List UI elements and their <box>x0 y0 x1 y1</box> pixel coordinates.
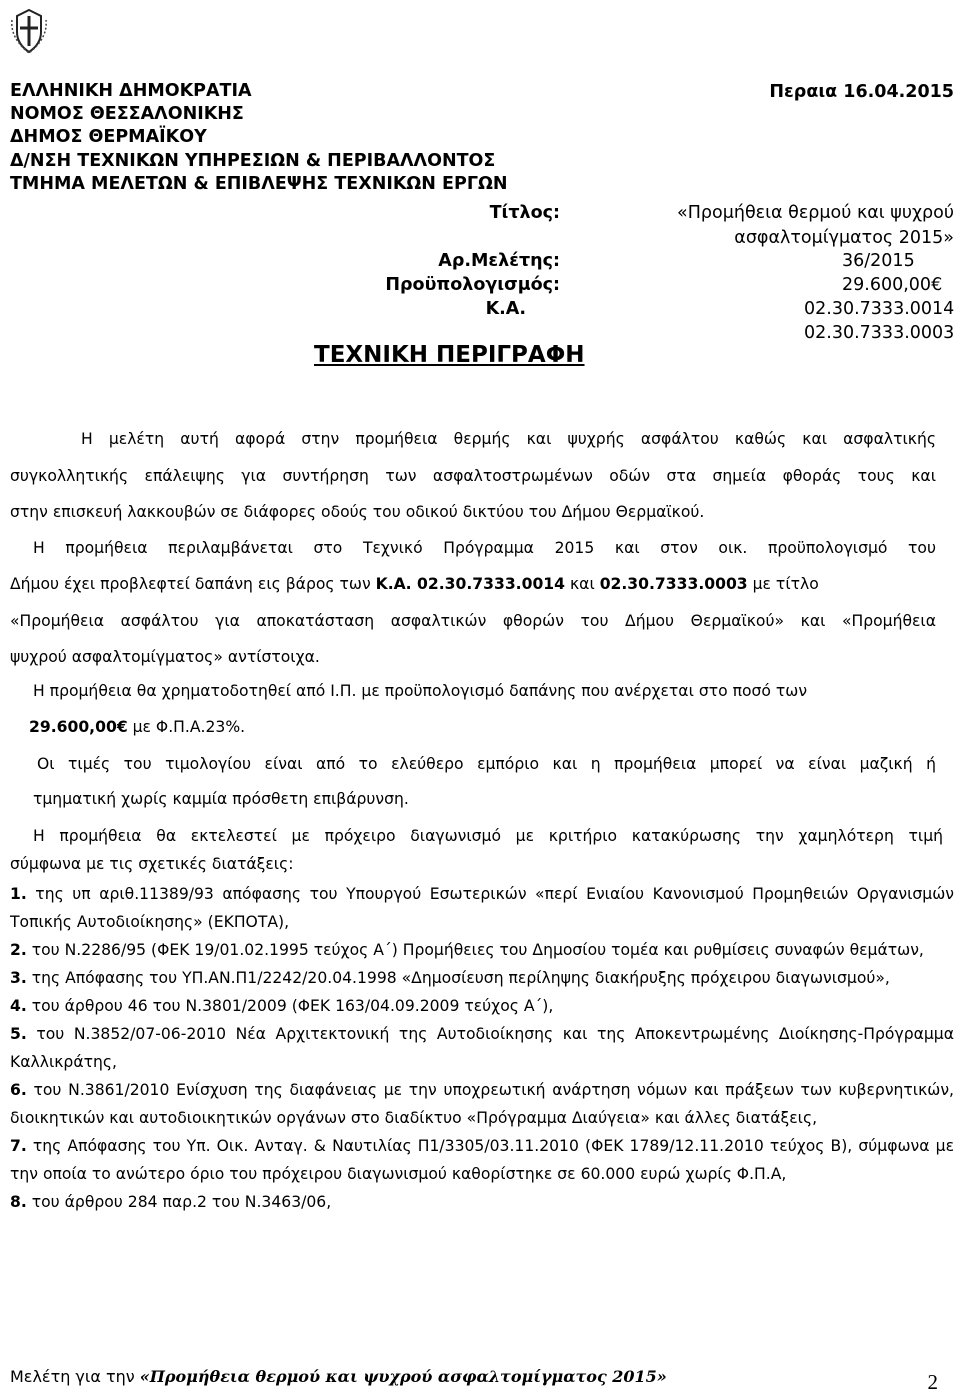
list-item <box>10 1132 954 1188</box>
list-item <box>10 936 954 964</box>
document-date: Περαια 16.04.2015 <box>769 82 954 102</box>
ka-value-1: 02.30.7333.0014 <box>804 299 955 319</box>
list-item-number: 2. <box>10 941 27 959</box>
list-item-number: 7. <box>10 1137 27 1155</box>
list-item <box>10 992 954 1020</box>
footer: Μελέτη για την «Προμήθεια θερμού και ψυχρού ασφαλτομίγματος 2015» <box>10 1367 667 1386</box>
list-item-text: του Ν.2286/95 (ΦΕΚ 19/01.02.1995 τεύχος Α΄) Προμήθειες του Δημοσίου τομέα και ρυθμίσεις συναφών θεμάτων, <box>26 941 924 959</box>
page-number: 2 <box>927 1370 938 1394</box>
list-item-text: του άρθρου 284 παρ.2 του Ν.3463/06, <box>26 1193 332 1211</box>
ka-label: Κ.Α. <box>485 299 526 319</box>
paragraph-3-line-2: 29.600,00€ με Φ.Π.Α.23%. <box>29 718 246 736</box>
study-number-value: 36/2015 <box>842 251 915 271</box>
paragraph-2-line-3: «Προμήθεια ασφάλτου για αποκατάσταση ασφαλτικών φθορών του Δήμου Θερμαϊκού» και «Προμήθεια <box>10 612 936 630</box>
header-line-1: ΕΛΛΗΝΙΚΗ ΔΗΜΟΚΡΑΤΙΑ <box>10 81 252 101</box>
list-item <box>10 1020 954 1076</box>
header-line-5: ΤΜΗΜΑ ΜΕΛΕΤΩΝ & ΕΠΙΒΛΕΨΗΣ ΤΕΧΝΙΚΩΝ ΕΡΓΩΝ <box>10 174 508 194</box>
list-item-text: του Ν.3861/2010 Ενίσχυση της διαφάνειας με την υποχρεωτική ανάρτηση νόμων και πράξεων των κυβερνητικών, διοικητικών και αυτοδιοικητικών οργάνων στο διαδίκτυο «Πρόγραμμα Διαύγεια» και άλλες διατάξεις, <box>10 1081 954 1127</box>
euro-sign-icon: € <box>116 718 128 736</box>
page-title: ΤΕΧΝΙΚΗ ΠΕΡΙΓΡΑΦΗ <box>314 342 585 368</box>
list-item-text: της Απόφασης του ΥΠ.ΑΝ.Π1/2242/20.04.1998 «Δημοσίευση περίληψης διακήρυξης πρόχειρου διαγωνισμού», <box>26 969 890 987</box>
paragraph-5-line-1: Η προμήθεια θα εκτελεστεί με πρόχειρο διαγωνισμό με κριτήριο κατακύρωσης την χαμηλότερη τιμή <box>33 827 943 845</box>
title-label: Τίτλος: <box>489 203 560 223</box>
paragraph-1-line-3: στην επισκευή λακκουβών σε διάφορες οδούς του οδικού δικτύου του Δήμου Θερμαϊκού. <box>10 503 705 521</box>
list-item-number: 8. <box>10 1193 27 1211</box>
paragraph-4-line-1: Οι τιμές του τιμολογίου είναι από το ελεύθερο εμπόριο και η προμήθεια μπορεί να είναι μαζική ή <box>37 755 936 773</box>
legal-provisions-list <box>10 880 954 1216</box>
paragraph-4-line-2: τμηματική χωρίς καμμία πρόσθετη επιβάρυνση. <box>33 790 409 808</box>
list-item-number: 6. <box>10 1081 27 1099</box>
list-item-number: 5. <box>10 1025 27 1043</box>
budget-label: Προϋπολογισμός: <box>385 275 560 295</box>
list-item-text: του Ν.3852/07-06-2010 Νέα Αρχιτεκτονική της Αυτοδιοίκησης και της Αποκεντρωμένης Διοίκησης-Πρόγραμμα Καλλικράτης, <box>10 1025 954 1071</box>
paragraph-3-line-1: Η προμήθεια θα χρηματοδοτηθεί από Ι.Π. με προϋπολογισμό δαπάνης που ανέρχεται στο ποσό των <box>33 682 808 700</box>
list-item-number: 4. <box>10 997 27 1015</box>
study-number-label: Αρ.Μελέτης: <box>438 251 560 271</box>
paragraph-5-line-2: σύμφωνα με τις σχετικές διατάξεις: <box>10 855 294 873</box>
title-value-line-2: ασφαλτομίγματος 2015» <box>734 228 954 248</box>
title-value-line-1: «Προμήθεια θερμού και ψυχρού <box>677 203 954 223</box>
paragraph-2-line-4: ψυχρού ασφαλτομίγματος» αντίστοιχα. <box>10 648 320 666</box>
euro-sign-icon: € <box>931 275 943 295</box>
list-item-text: της Απόφασης του Υπ. Οικ. Ανταγ. & Ναυτιλίας Π1/3305/03.11.2010 (ΦΕΚ 1789/12.11.2010 τεύχος Β), σύμφωνα με την οποία το ανώτερο όριο του πρόχειρου διαγωνισμού καθορίστηκε σε 60.000 ευρώ χωρίς Φ.Π.Α, <box>10 1137 954 1183</box>
list-item-text: της υπ αριθ.11389/93 απόφασης του Υπουργού Εσωτερικών «περί Ενιαίου Κανονισμού Προμηθειών Οργανισμών Τοπικής Αυτοδιοίκησης» (ΕΚΠΟΤΑ), <box>10 885 954 931</box>
list-item <box>10 964 954 992</box>
paragraph-1-line-1: Η μελέτη αυτή αφορά στην προμήθεια θερμής και ψυχρής ασφάλτου καθώς και ασφαλτικής <box>81 430 936 448</box>
list-item-number: 1. <box>10 885 27 903</box>
list-item <box>10 880 954 936</box>
greek-emblem-icon <box>8 8 50 54</box>
header-line-2: ΝΟΜΟΣ ΘΕΣΣΑΛΟΝΙΚΗΣ <box>10 104 244 124</box>
header-line-4: Δ/ΝΣΗ ΤΕΧΝΙΚΩΝ ΥΠΗΡΕΣΙΩΝ & ΠΕΡΙΒΑΛΛΟΝΤΟΣ <box>10 151 496 171</box>
paragraph-2-line-2: Δήμου έχει προβλεφτεί δαπάνη εις βάρος των Κ.Α. 02.30.7333.0014 και 02.30.7333.0003 με τίτλο <box>10 575 819 593</box>
paragraph-1-line-2: συγκολλητικής επάλειψης για συντήρηση των ασφαλτοστρωμένων οδών στα σημεία φθοράς τους και <box>10 467 936 485</box>
header-line-3: ΔΗΜΟΣ ΘΕΡΜΑΪΚΟΥ <box>10 127 207 147</box>
ka-value-2: 02.30.7333.0003 <box>804 323 955 343</box>
budget-value: 29.600,00€ <box>842 275 943 295</box>
list-item <box>10 1188 954 1216</box>
list-item-text: του άρθρου 46 του Ν.3801/2009 (ΦΕΚ 163/04.09.2009 τεύχος Α΄), <box>26 997 554 1015</box>
list-item <box>10 1076 954 1132</box>
list-item-number: 3. <box>10 969 27 987</box>
paragraph-2-line-1: Η προμήθεια περιλαμβάνεται στο Τεχνικό Πρόγραμμα 2015 και στον οικ. προϋπολογισμό του <box>33 539 936 557</box>
